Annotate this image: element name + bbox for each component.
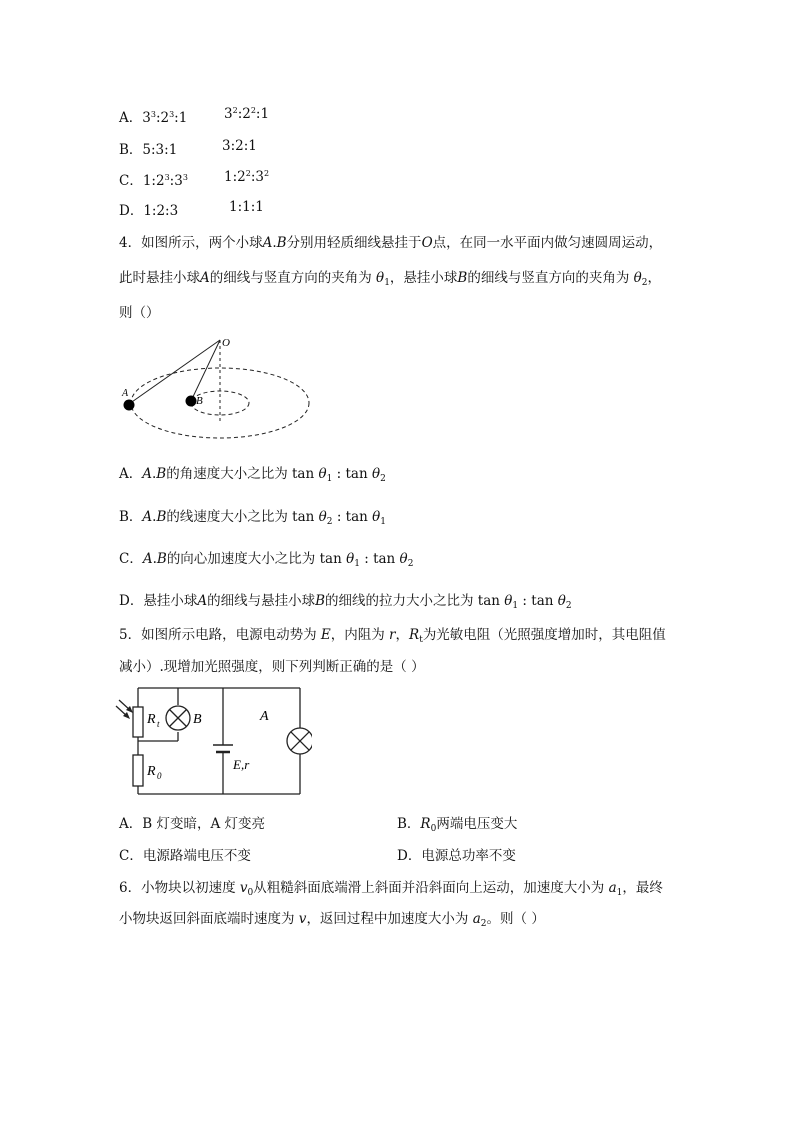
q4-stem-line2: 此时悬挂小球A的细线与竖直方向的夹角为 $\theta_1$，悬挂小球B的细线与竖直方向的夹角为 $\theta_2$， bbox=[119, 270, 662, 288]
q5-circuit-figure bbox=[112, 682, 312, 802]
q5-stem-line1: 5．如图所示电路，电源电动势为 E，内阻为 r，$R_t$为光敏电阻（光照强度增加时，其电阻值 bbox=[119, 627, 666, 645]
q3-option-b-ratio2: 3:2:1 bbox=[222, 138, 257, 154]
resistor-r0 bbox=[133, 755, 143, 786]
label-b: B bbox=[196, 395, 203, 407]
q3-option-c-ratio2: $1:2^2:3^2$ bbox=[224, 169, 270, 185]
q3-option-b-ratio1: 5:3:1 bbox=[142, 142, 178, 158]
q4-pendulum-figure bbox=[110, 330, 330, 445]
ball-a bbox=[124, 400, 135, 411]
q4-stem-line3: 则（） bbox=[119, 305, 160, 321]
q4-option-c: C．A.B的向心加速度大小之比为 $\tan \theta_1$ : $\tan \theta_2$ bbox=[119, 551, 414, 569]
q5-option-a: A．B 灯变暗，A 灯变亮 bbox=[119, 816, 266, 832]
label-a: A bbox=[122, 388, 129, 399]
ball-b bbox=[186, 396, 197, 407]
label-er: E,r bbox=[233, 757, 250, 772]
q3-option-a: A．$3^3:2^3:1$ $3^2:2^2:1$ bbox=[119, 106, 270, 126]
label-a: A bbox=[260, 709, 269, 724]
q4-stem-line1: 4．如图所示，两个小球A.B分别用轻质细线悬挂于O点，在同一水平面内做匀速圆周运动， bbox=[119, 235, 663, 251]
q3-option-d-ratio2: 1:1:1 bbox=[229, 199, 264, 215]
label-rt-sub: t bbox=[157, 719, 160, 729]
q5-option-d: D．电源总功率不变 bbox=[397, 848, 516, 864]
q4-option-d: D．悬挂小球A的细线与悬挂小球B的细线的拉力大小之比为 $\tan \theta_1$ : $\tan \theta_2$ bbox=[119, 593, 572, 611]
q6-stem-line1: 6．小物块以初速度 $v_0$从粗糙斜面底端滑上斜面并沿斜面向上运动，加速度大小为 $a_1$，最终 bbox=[119, 880, 663, 898]
label-r0: R bbox=[147, 764, 156, 779]
q3-option-a-ratio1: $3^3:2^3:1$ bbox=[142, 110, 188, 126]
label-o: O bbox=[222, 337, 230, 349]
q5-option-b: B．$R_0$两端电压变大 bbox=[397, 816, 518, 834]
label-r0-sub: 0 bbox=[157, 771, 162, 781]
q3-option-d: D．1:2:3 1:1:1 bbox=[119, 199, 264, 219]
q4-option-b: B．A.B的线速度大小之比为 $\tan \theta_2$ : $\tan \theta_1$ bbox=[119, 509, 386, 527]
q3-option-c: C．$1:2^3:3^3$ $1:2^2:3^2$ bbox=[119, 169, 270, 189]
label-rt: R bbox=[147, 712, 156, 727]
q6-stem-line2: 小物块返回斜面底端时速度为 v，返回过程中加速度大小为 $a_2$。则（ ） bbox=[119, 911, 545, 929]
q3-option-a-ratio2: $3^2:2^2:1$ bbox=[224, 106, 270, 122]
q3-option-d-ratio1: 1:2:3 bbox=[143, 203, 179, 219]
string-a bbox=[129, 340, 220, 404]
q5-option-c: C．电源路端电压不变 bbox=[119, 848, 251, 864]
q3-option-b: B．5:3:1 3:2:1 bbox=[119, 138, 257, 158]
q4-option-a: A．A.B的角速度大小之比为 $\tan \theta_1$ : $\tan \theta_2$ bbox=[119, 466, 386, 484]
photoresistor-rt bbox=[133, 707, 143, 737]
q5-stem-line2: 减小）.现增加光照强度，则下列判断正确的是（ ） bbox=[119, 659, 425, 675]
label-b: B bbox=[193, 712, 202, 727]
q3-option-c-ratio1: $1:2^3:3^3$ bbox=[142, 173, 188, 189]
string-b bbox=[191, 340, 220, 401]
